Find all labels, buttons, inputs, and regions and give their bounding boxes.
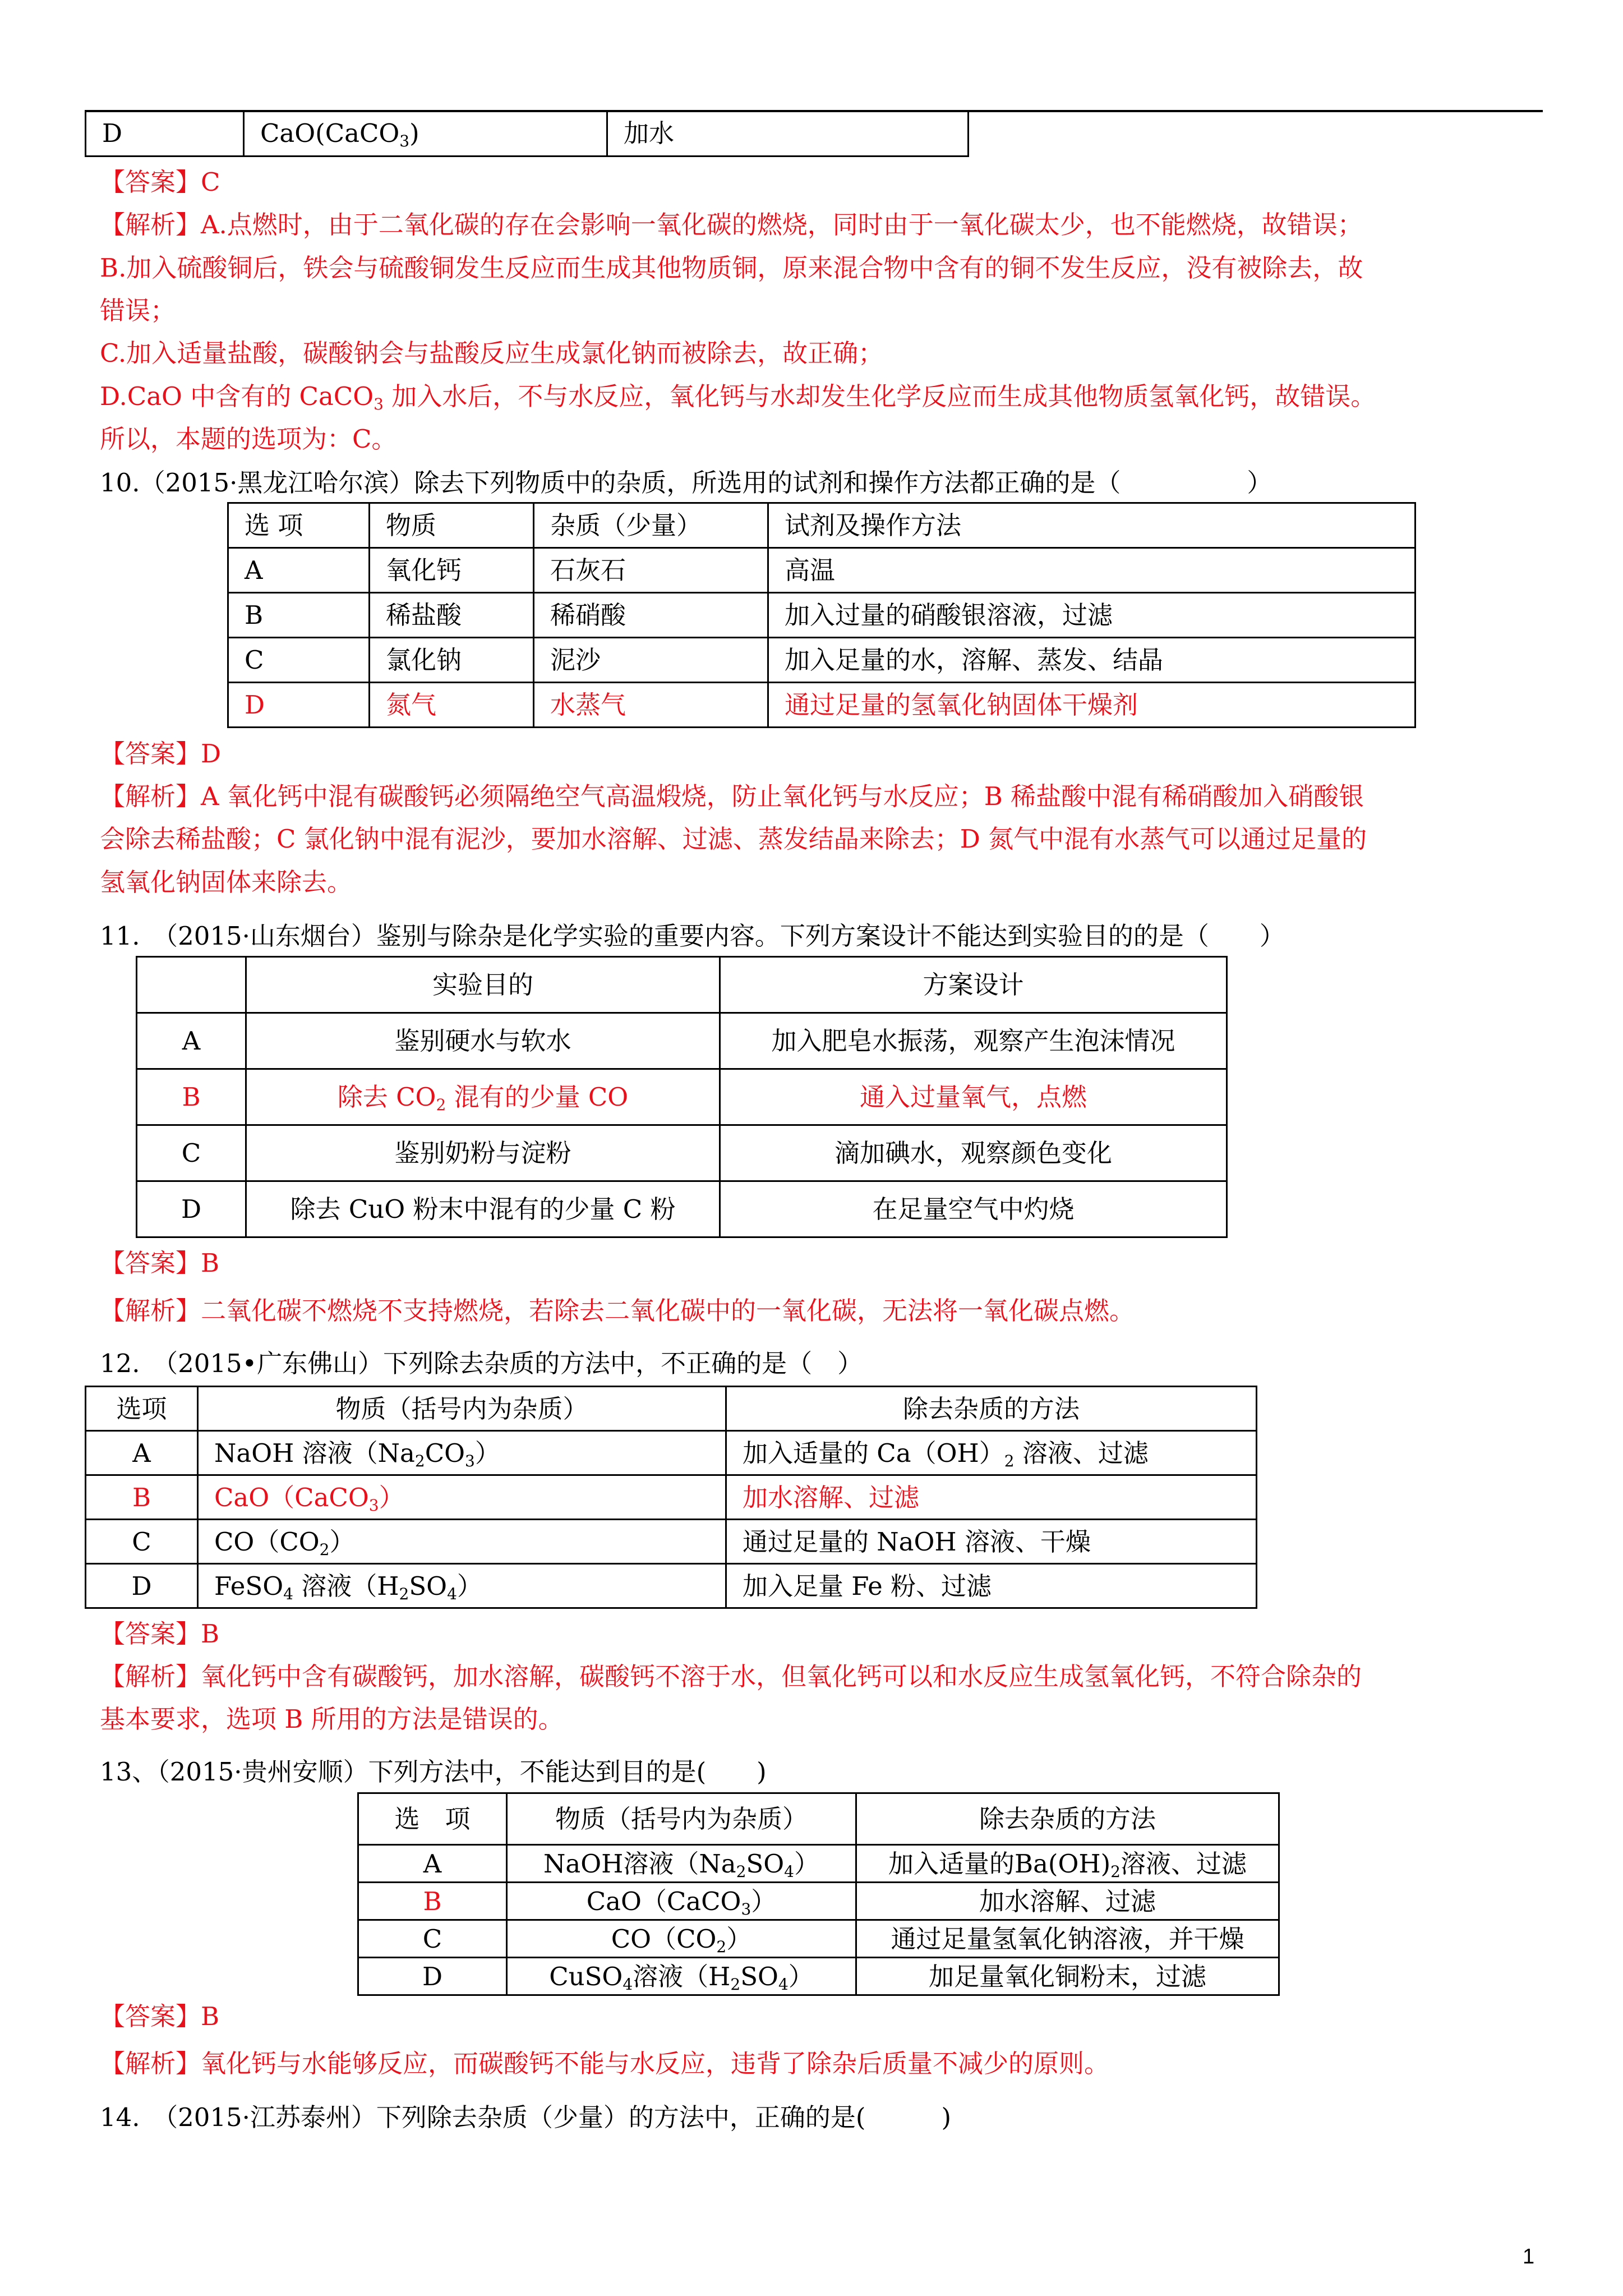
table-header: 除去杂质的方法: [856, 1793, 1279, 1845]
table-cell: CaO（CaCO$_3$）: [507, 1883, 856, 1920]
q14-question: 14. （2015·江苏泰州）下列除去杂质（少量）的方法中，正确的是( ): [100, 2102, 952, 2132]
table-cell: 泥沙: [534, 638, 768, 683]
table-row: [228, 593, 1415, 638]
table-cell: 鉴别奶粉与淀粉: [246, 1125, 720, 1181]
table-cell: 高温: [768, 548, 1415, 593]
table-header: 选 项: [358, 1793, 507, 1845]
page-number: 1: [1523, 2245, 1535, 2269]
table-row: [86, 1431, 1257, 1475]
q11-answer: 【答案】B: [100, 1248, 220, 1278]
table-cell: 氯化钠: [370, 638, 534, 683]
table-cell: 稀硝酸: [534, 593, 768, 638]
table-row: [137, 1181, 1227, 1237]
table-header: 物质: [370, 503, 534, 548]
table-header: 实验目的: [246, 957, 720, 1013]
table-cell: A: [228, 548, 370, 593]
table-cell: A: [137, 1013, 246, 1069]
table-cell: 氮气: [370, 683, 534, 728]
q9-analysis-line: 【解析】A.点燃时，由于二氧化碳的存在会影响一氧化碳的燃烧，同时由于一氧化碳太少，也不能燃烧，故错误；: [100, 210, 1363, 240]
table-cell: A: [86, 1431, 198, 1475]
table-cell: C: [228, 638, 370, 683]
table-header: 选 项: [228, 503, 370, 548]
table-header-row: [137, 957, 1227, 1013]
q11-table: [136, 956, 1228, 1238]
table-row: [137, 1125, 1227, 1181]
table-cell: 除去 CuO 粉末中混有的少量 C 粉: [246, 1181, 720, 1237]
table-header: 杂质（少量）: [534, 503, 768, 548]
table-header-row: [358, 1793, 1279, 1845]
table-row-answer: [86, 1475, 1257, 1520]
table-cell: 加入足量 Fe 粉、过滤: [726, 1564, 1257, 1608]
table-row: [358, 1883, 1279, 1920]
table-header: [137, 957, 246, 1013]
table-cell: 加入适量的$Ba(OH)_2$溶液、过滤: [856, 1845, 1279, 1883]
table-row: [137, 1013, 1227, 1069]
table-cell: C: [358, 1920, 507, 1958]
table-cell: NaOH 溶液$(Na_2CO_3)$: [198, 1431, 726, 1475]
table-header: 除去杂质的方法: [726, 1387, 1257, 1431]
table-cell: 通过足量的 NaOH 溶液、干燥: [726, 1520, 1257, 1564]
q13-question: 13、（2015·贵州安顺）下列方法中，不能达到目的是( ): [100, 1757, 767, 1787]
table-cell: B: [137, 1069, 246, 1125]
q12-question: 12. （2015•广东佛山）下列除去杂质的方法中，不正确的是（ ）: [100, 1349, 863, 1378]
table-cell: C: [86, 1520, 198, 1564]
table-cell: D: [137, 1181, 246, 1237]
table-cell: 除去 $CO_2$ 混有的少量 CO: [246, 1069, 720, 1125]
q9-analysis-line: B.加入硫酸铜后，铁会与硫酸铜发生反应而生成其他物质铜，原来混合物中含有的铜不发生反应，没有被除去，故: [100, 253, 1363, 283]
table-cell: CaO（CaCO$_3$）: [198, 1475, 726, 1520]
table-row: [358, 1958, 1279, 1995]
table-row: [86, 1520, 1257, 1564]
table-cell: 加入肥皂水振荡，观察产生泡沫情况: [720, 1013, 1227, 1069]
table-row: [228, 548, 1415, 593]
q13-analysis: 【解析】氧化钙与水能够反应，而碳酸钙不能与水反应，违背了除杂后质量不减少的原则。: [100, 2049, 1110, 2078]
table-cell: D: [86, 111, 244, 156]
q12-analysis-line: 【解析】氧化钙中含有碳酸钙，加水溶解，碳酸钙不溶于水，但氧化钙可以和水反应生成氢氧化钙，不符合除杂的: [100, 1662, 1362, 1691]
table-row-answer: [137, 1069, 1227, 1125]
table-row: [86, 1564, 1257, 1608]
table-header: 选项: [86, 1387, 198, 1431]
table-row: [86, 111, 969, 156]
table-cell: 石灰石: [534, 548, 768, 593]
table-cell: 在足量空气中灼烧: [720, 1181, 1227, 1237]
table-cell: $CO(CO_2)$: [507, 1920, 856, 1958]
table-cell: 加水溶解、过滤: [856, 1883, 1279, 1920]
table-cell: A: [358, 1845, 507, 1883]
table-cell: 滴加碘水，观察颜色变化: [720, 1125, 1227, 1181]
table-cell: CaO(CaCO$_3$): [244, 111, 607, 156]
table-cell: 加水: [607, 111, 969, 156]
q12-table: [85, 1386, 1257, 1609]
q10-analysis-line: 会除去稀盐酸；C 氯化钠中混有泥沙，要加水溶解、过滤、蒸发结晶来除去；D 氮气中混有水蒸气可以通过足量的: [100, 824, 1367, 854]
table-cell: D: [86, 1564, 198, 1608]
top-table: [85, 111, 969, 157]
table-header: 物质（括号内为杂质）: [507, 1793, 856, 1845]
table-row-answer: [228, 683, 1415, 728]
table-cell: 加足量氧化铜粉末，过滤: [856, 1958, 1279, 1995]
table-cell: 加入足量的水，溶解、蒸发、结晶: [768, 638, 1415, 683]
table-cell: 通入过量氧气，点燃: [720, 1069, 1227, 1125]
table-header: 方案设计: [720, 957, 1227, 1013]
q10-question: 10.（2015·黑龙江哈尔滨）除去下列物质中的杂质，所选用的试剂和操作方法都正确的是（ ）: [100, 468, 1272, 498]
table-cell: 加入过量的硝酸银溶液，过滤: [768, 593, 1415, 638]
table-cell: CuSO$_4$溶液$(H_2SO_4)$: [507, 1958, 856, 1995]
table-row: [358, 1920, 1279, 1958]
q10-table: [227, 502, 1416, 728]
table-cell: 水蒸气: [534, 683, 768, 728]
table-cell: B: [358, 1883, 507, 1920]
table-cell: 鉴别硬水与软水: [246, 1013, 720, 1069]
q10-analysis-line: 【解析】A 氧化钙中混有碳酸钙必须隔绝空气高温煅烧，防止氧化钙与水反应；B 稀盐酸中混有稀硝酸加入硝酸银: [100, 781, 1364, 811]
q10-analysis-line: 氢氧化钠固体来除去。: [100, 867, 353, 897]
table-cell: 稀盐酸: [370, 593, 534, 638]
table-row: [358, 1845, 1279, 1883]
q13-answer: 【答案】B: [100, 2001, 220, 2031]
table-row: [228, 638, 1415, 683]
q11-analysis: 【解析】二氧化碳不燃烧不支持燃烧，若除去二氧化碳中的一氧化碳，无法将一氧化碳点燃。: [100, 1296, 1135, 1326]
table-header-row: [86, 1387, 1257, 1431]
table-cell: B: [86, 1475, 198, 1520]
q9-analysis-line: C.加入适量盐酸，碳酸钠会与盐酸反应生成氯化钠而被除去，故正确；: [100, 338, 884, 368]
table-cell: B: [228, 593, 370, 638]
q12-analysis-line: 基本要求，选项 B 所用的方法是错误的。: [100, 1704, 564, 1734]
table-cell: C: [137, 1125, 246, 1181]
table-cell: 加水溶解、过滤: [726, 1475, 1257, 1520]
table-cell: D: [358, 1958, 507, 1995]
table-cell: D: [228, 683, 370, 728]
table-cell: FeSO$_4$ 溶液$(H_2SO_4)$: [198, 1564, 726, 1608]
table-header-row: [228, 503, 1415, 548]
q12-answer: 【答案】B: [100, 1619, 220, 1649]
table-cell: 氧化钙: [370, 548, 534, 593]
q10-answer: 【答案】D: [100, 739, 222, 769]
q9-answer: 【答案】C: [100, 167, 220, 197]
table-cell: 加入适量的 $Ca(OH)_2$ 溶液、过滤: [726, 1431, 1257, 1475]
q13-table: [357, 1792, 1280, 1996]
q9-analysis-line: 错误；: [100, 296, 176, 325]
table-cell: 通过足量氢氧化钠溶液，并干燥: [856, 1920, 1279, 1958]
table-header: 试剂及操作方法: [768, 503, 1415, 548]
q9-analysis-line: D.CaO 中含有的 CaCO$_3$ 加入水后，不与水反应，氧化钙与水却发生化学反应而生成其他物质氢氧化钙，故错误。: [100, 381, 1376, 413]
table-cell: 通过足量的氢氧化钠固体干燥剂: [768, 683, 1415, 728]
q11-question: 11. （2015·山东烟台）鉴别与除杂是化学实验的重要内容。下列方案设计不能达到实验目的的是（ ）: [100, 921, 1285, 951]
table-header: 物质（括号内为杂质）: [198, 1387, 726, 1431]
q9-conclusion: 所以，本题的选项为：C。: [100, 424, 397, 454]
table-cell: $CO(CO_2)$: [198, 1520, 726, 1564]
table-cell: NaOH溶液$(Na_2SO_4)$: [507, 1845, 856, 1883]
